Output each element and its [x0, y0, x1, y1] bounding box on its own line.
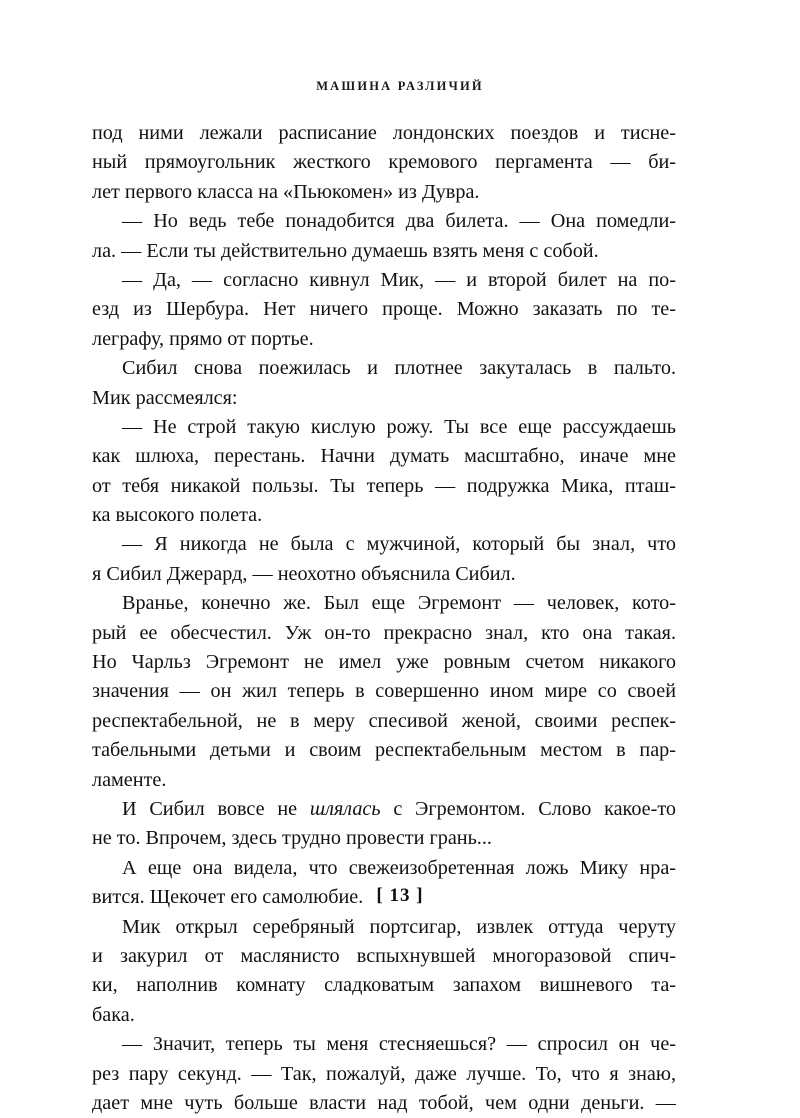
text-line: респектабельной, не в меру спесивой женой, своими респек- [92, 709, 676, 732]
page-number: [ 13 ] [376, 885, 424, 906]
text-line: Вранье, конечно же. Был еще Эгремонт — человек, кото- [122, 592, 676, 615]
text-line: Но Чарльз Эгремонт не имел уже ровным счетом никакого [92, 651, 676, 674]
text-line: И Сибил вовсе не шлялась с Эгремонтом. Слово какое-то [122, 797, 676, 820]
text-line: не то. Впрочем, здесь трудно провести грань... [92, 827, 492, 850]
text-line: Мик открыл серебряный портсигар, извлек оттуда черуту [122, 915, 676, 938]
running-header: МАШИНА РАЗЛИЧИЙ [316, 79, 484, 93]
text-line: я Сибил Джерард, — неохотно объяснила Сибил. [92, 562, 516, 585]
text-line: вится. Щекочет его самолюбие. [92, 886, 364, 909]
emphasized-word: шлялась [309, 797, 381, 820]
text-line: Мик рассмеялся: [92, 386, 238, 409]
text-line: леграфу, прямо от портье. [92, 327, 314, 350]
text-line: значения — он жил теперь в совершенно ином мире со своей [92, 680, 676, 703]
text-line: рый ее обесчестил. Уж он-то прекрасно знал, кто она такая. [92, 621, 676, 644]
text-line: ки, наполнив комнату сладковатым запахом вишневого та- [92, 974, 676, 997]
text-line: под ними лежали расписание лондонских поездов и тисне- [92, 122, 676, 144]
text-line: — Да, — согласно кивнул Мик, — и второй билет на по- [122, 268, 676, 291]
text-line: ный прямоугольник жесткого кремового пергамента — би- [92, 151, 676, 174]
text-line: от тебя никакой пользы. Ты теперь — подружка Мика, пташ- [92, 474, 676, 497]
text-line: дает мне чуть больше власти над тобой, чем одни деньги. — [92, 1091, 676, 1114]
text-line: — Но ведь тебе понадобится два билета. — Она помедли- [122, 210, 676, 233]
text-line: ла. — Если ты действительно думаешь взять меня с собой. [92, 239, 599, 262]
text-line: лет первого класса на «Пьюкомен» из Дувра. [92, 180, 480, 203]
text-line: А еще она видела, что свежеизобретенная ложь Мику нра- [122, 856, 676, 879]
text-line: рез пару секунд. — Так, пожалуй, даже лучше. То, что я знаю, [92, 1062, 676, 1085]
text-line: — Не строй такую кислую рожу. Ты все еще рассуждаешь [122, 415, 676, 438]
text-line: как шлюха, перестань. Начни думать масштабно, иначе мне [92, 445, 676, 468]
text-line: Сибил снова поежилась и плотнее закуталась в пальто. [122, 357, 676, 380]
text-line: езд из Шербура. Нет ничего проще. Можно заказать по те- [92, 298, 676, 321]
text-line: — Я никогда не была с мужчиной, который бы знал, что [122, 533, 676, 556]
body-text [92, 119, 676, 1118]
text-line: — Значит, теперь ты меня стесняешься? — спросил он че- [122, 1033, 676, 1056]
text-line: табельными детьми и своим респектабельным местом в пар- [92, 739, 676, 762]
text-line: бака. [92, 1003, 135, 1026]
text-line: ка высокого полета. [92, 504, 263, 527]
text-line: и закурил от маслянисто вспыхнувшей многоразовой спич- [92, 944, 676, 967]
text-line: ламенте. [92, 768, 167, 791]
